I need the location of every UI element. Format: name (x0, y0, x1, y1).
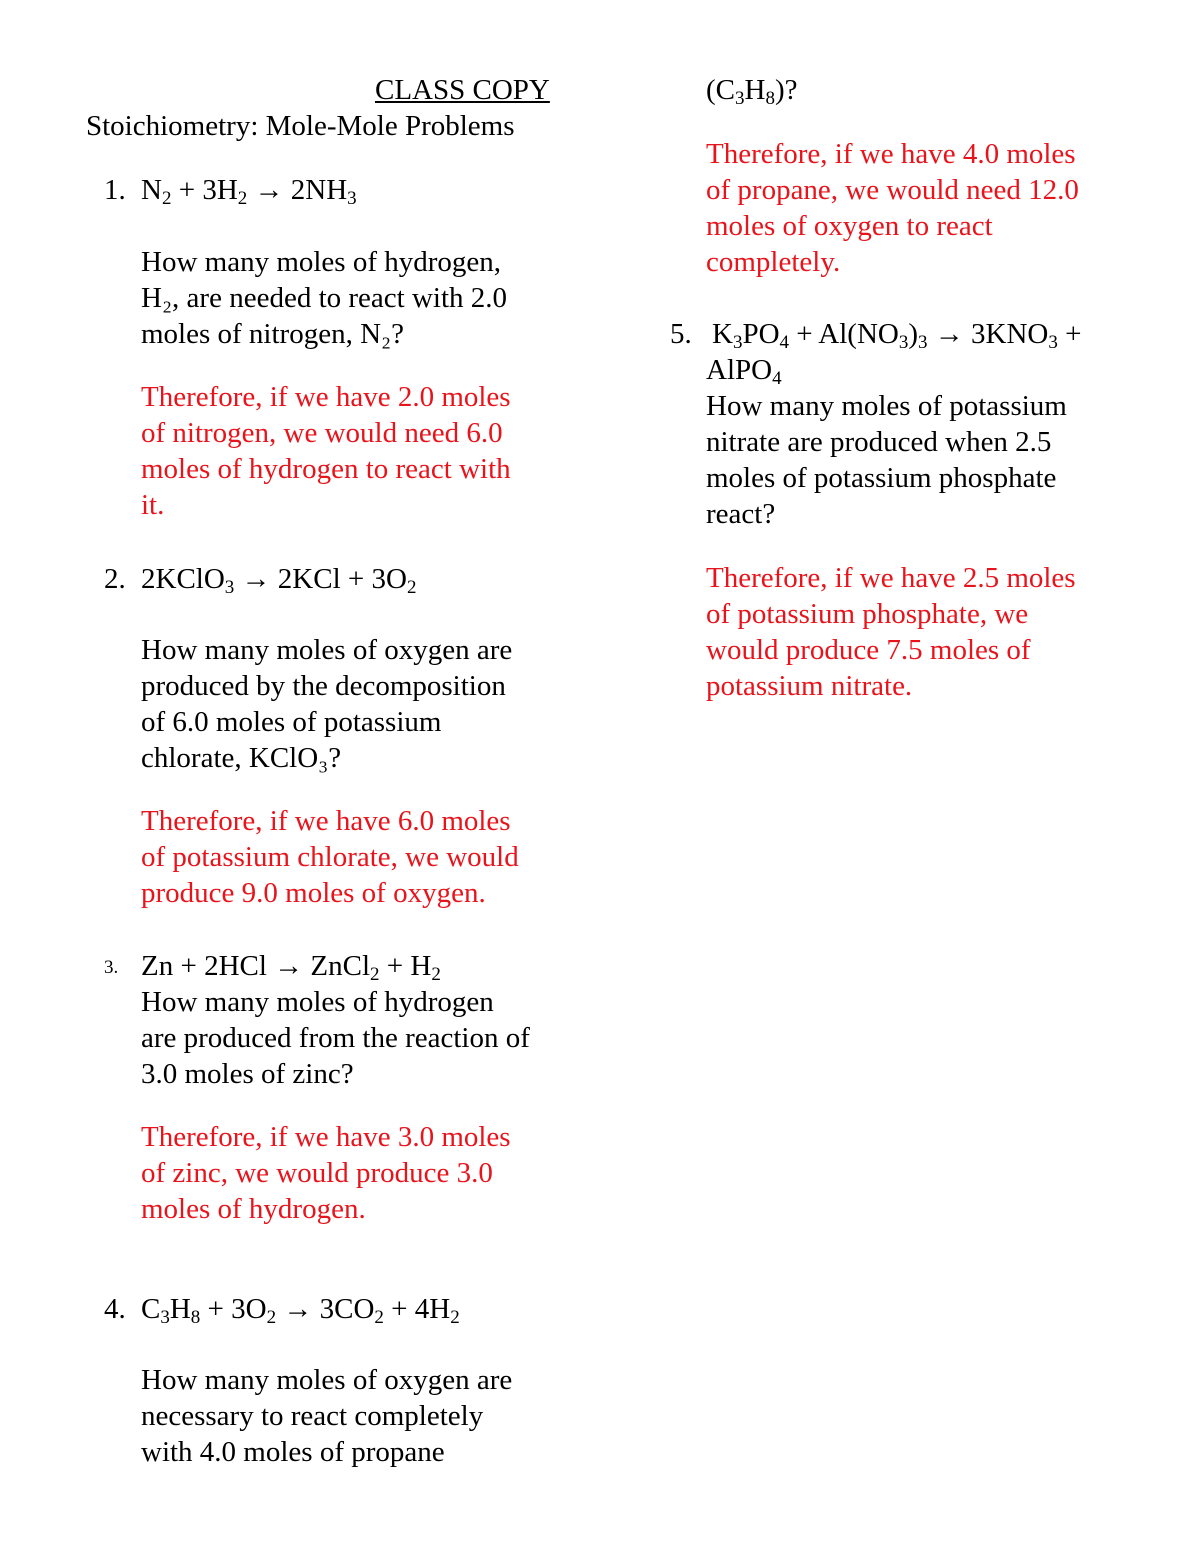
answer-line: Therefore, if we have 6.0 moles (141, 805, 511, 837)
question-line: How many moles of oxygen are (141, 1364, 513, 1396)
question-line: produced by the decomposition (141, 670, 506, 702)
question-line: are produced from the reaction of (141, 1022, 530, 1054)
answer-line: of nitrogen, we would need 6.0 (141, 417, 503, 449)
problem-2-number: 2. (104, 563, 126, 595)
arrow-icon: → (283, 1293, 313, 1325)
answer-line: completely. (706, 246, 841, 278)
question-line: How many moles of potassium (706, 390, 1067, 422)
arrow-icon: → (254, 174, 284, 206)
question-line: react? (706, 498, 776, 530)
problem-5-number: 5. (670, 318, 692, 350)
problem-2-answer (141, 803, 519, 911)
problem-1-question (141, 244, 507, 352)
problem-5-answer (706, 560, 1076, 704)
question-line: chlorate, KClO₃? (141, 742, 342, 774)
answer-line: of potassium phosphate, we (706, 598, 1029, 630)
answer-line: of potassium chlorate, we would (141, 841, 519, 873)
answer-line: Therefore, if we have 3.0 moles (141, 1121, 511, 1153)
problem-5-question (706, 388, 1067, 532)
question-line: with 4.0 moles of propane (141, 1436, 445, 1468)
answer-line: moles of oxygen to react (706, 210, 993, 242)
problem-4-question-continued: $(C_3H_8)$? (706, 74, 798, 109)
problem-4-equation: $C_3H_8 + 3O_2 \to 3CO_2 + 4H_2$ (141, 1293, 460, 1328)
question-line: of 6.0 moles of potassium (141, 706, 442, 738)
problem-1-equation: $N_2 + 3H_2 \to 2NH_3$ (141, 174, 357, 209)
question-line: 3.0 moles of zinc? (141, 1058, 354, 1090)
problem-3-answer (141, 1119, 511, 1227)
answer-line: moles of hydrogen to react with (141, 453, 511, 485)
question-line: H₂, are needed to react with 2.0 (141, 282, 508, 314)
problem-3-question (141, 984, 530, 1092)
problem-1-answer (141, 379, 511, 523)
question-line: How many moles of hydrogen, (141, 246, 502, 278)
answer-line: Therefore, if we have 2.5 moles (706, 562, 1076, 594)
answer-line: potassium nitrate. (706, 670, 913, 702)
problem-4-number: 4. (104, 1293, 126, 1325)
arrow-icon: → (934, 318, 964, 350)
answer-line: it. (141, 489, 165, 521)
problem-5-equation: $K_3PO_4 + Al(NO_3)_3 \to 3KNO_3$ + (712, 318, 1082, 353)
answer-line: moles of hydrogen. (141, 1193, 366, 1225)
question-line: How many moles of hydrogen (141, 986, 494, 1018)
problem-5-equation-line2: AlPO$_4$ (706, 354, 782, 389)
document-title: CLASS COPY (375, 74, 550, 106)
answer-line: would produce 7.5 moles of (706, 634, 1031, 666)
answer-line: produce 9.0 moles of oxygen. (141, 877, 486, 909)
problem-2-equation: 2KClO$_3$ → $2KCl + 3O_2$ (141, 563, 417, 598)
arrow-icon: → (274, 950, 304, 982)
answer-line: Therefore, if we have 4.0 moles (706, 138, 1076, 170)
question-line: moles of nitrogen, N₂? (141, 318, 404, 350)
question-line: necessary to react completely (141, 1400, 484, 1432)
arrow-icon: → (241, 563, 271, 595)
question-line: nitrate are produced when 2.5 (706, 426, 1052, 458)
problem-1-number: 1. (104, 174, 126, 206)
document-subtitle: Stoichiometry: Mole-Mole Problems (86, 110, 515, 142)
problem-3-number: 3. (104, 957, 119, 978)
problem-4-question (141, 1362, 512, 1470)
answer-line: of propane, we would need 12.0 (706, 174, 1079, 206)
question-line: moles of potassium phosphate (706, 462, 1057, 494)
problem-2-question (141, 632, 512, 776)
problem-3-equation: Zn + 2HCl → ZnCl$_2$ + $H_2$ (141, 950, 441, 985)
answer-line: Therefore, if we have 2.0 moles (141, 381, 511, 413)
answer-line: of zinc, we would produce 3.0 (141, 1157, 493, 1189)
question-line: How many moles of oxygen are (141, 634, 513, 666)
problem-4-answer (706, 136, 1079, 280)
